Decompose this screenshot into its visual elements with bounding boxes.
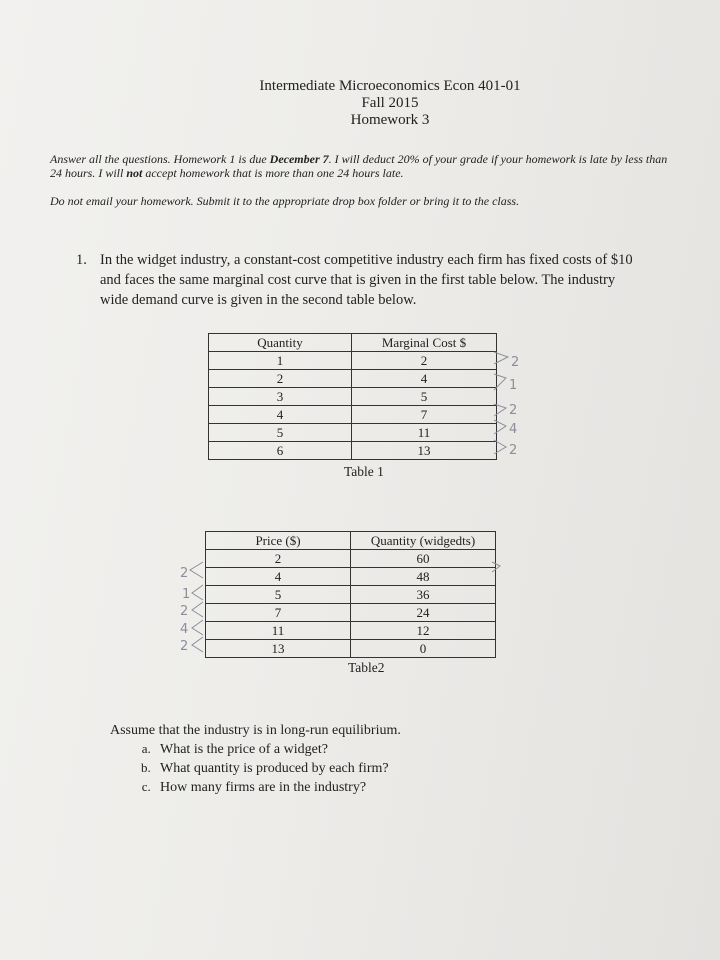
list-item: b. What quantity is produced by each firm?: [154, 759, 610, 778]
pencil-mark: 2: [509, 443, 518, 458]
pencil-mark: 2: [509, 403, 518, 418]
instructions-text: . I will deduct 20% of your grade if your homework is late by less than 24 hours. I will: [50, 152, 668, 180]
table-cell: 7: [352, 406, 497, 424]
table-cell: 4: [352, 370, 497, 388]
table-cell: 5: [352, 388, 497, 406]
assignment-title: Homework 3: [350, 112, 430, 128]
table-cell: 48: [351, 568, 496, 586]
instructions-text: Answer all the questions. Homework 1 is due: [50, 152, 270, 166]
pencil-mark: 1: [509, 378, 518, 393]
table-cell: 5: [206, 586, 351, 604]
question-text: In the widget industry, a constant-cost competitive industry each firm has fixed costs of $10 and faces the same marginal cost curve that is given in the first table below. The industry wide demand curve is given in the second table below.: [100, 252, 633, 308]
table-cell: 4: [209, 406, 352, 424]
table-cell: 3: [209, 388, 352, 406]
instructions-text: accept homework that is more than one 24 hours late.: [142, 166, 404, 180]
column-header: Quantity (widgedts): [351, 532, 496, 550]
table-cell: 0: [351, 640, 496, 658]
pencil-mark: 1: [182, 587, 191, 602]
table-cell: 11: [206, 622, 351, 640]
table-cell: 60: [351, 550, 496, 568]
table-cell: 2: [209, 370, 352, 388]
course-title: Intermediate Microeconomics Econ 401-01: [259, 78, 521, 94]
pencil-mark: 2: [180, 639, 189, 654]
table-1-caption: Table 1: [344, 464, 384, 479]
table-cell: 1: [209, 352, 352, 370]
column-header: Marginal Cost $: [352, 334, 497, 352]
table-cell: 6: [209, 442, 352, 460]
subquestions-intro: Assume that the industry is in long-run equilibrium.: [110, 723, 401, 738]
table-cell: 13: [206, 640, 351, 658]
table-cell: 2: [206, 550, 351, 568]
term: Fall 2015: [361, 95, 419, 111]
pencil-mark: 4: [180, 622, 189, 637]
column-header: Quantity: [209, 334, 352, 352]
pencil-brackets-right: [492, 352, 508, 572]
pencil-mark: 2: [180, 604, 189, 619]
pencil-mark: 2: [180, 566, 189, 581]
pencil-brackets-left: [190, 562, 203, 652]
emphasis-not: not: [126, 166, 143, 180]
table-cell: 13: [352, 442, 497, 460]
table-cell: 4: [206, 568, 351, 586]
table-cell: 24: [351, 604, 496, 622]
due-date: December 7: [269, 152, 329, 166]
pencil-mark: 4: [509, 422, 518, 437]
table-cell: 2: [352, 352, 497, 370]
table-cell: 11: [352, 424, 497, 442]
question-number: 1.: [76, 252, 87, 268]
table-cell: 5: [209, 424, 352, 442]
pencil-mark: 2: [511, 355, 520, 370]
table-2-caption: Table2: [348, 660, 385, 675]
list-item: c. How many firms are in the industry?: [154, 778, 610, 797]
instructions-paragraph-2: Do not email your homework. Submit it to the appropriate drop box folder or bring it to the class.: [50, 194, 520, 208]
table-cell: 12: [351, 622, 496, 640]
table-cell: 7: [206, 604, 351, 622]
list-item: a. What is the price of a widget?: [154, 740, 610, 759]
column-header: Price ($): [206, 532, 351, 550]
table-cell: 36: [351, 586, 496, 604]
